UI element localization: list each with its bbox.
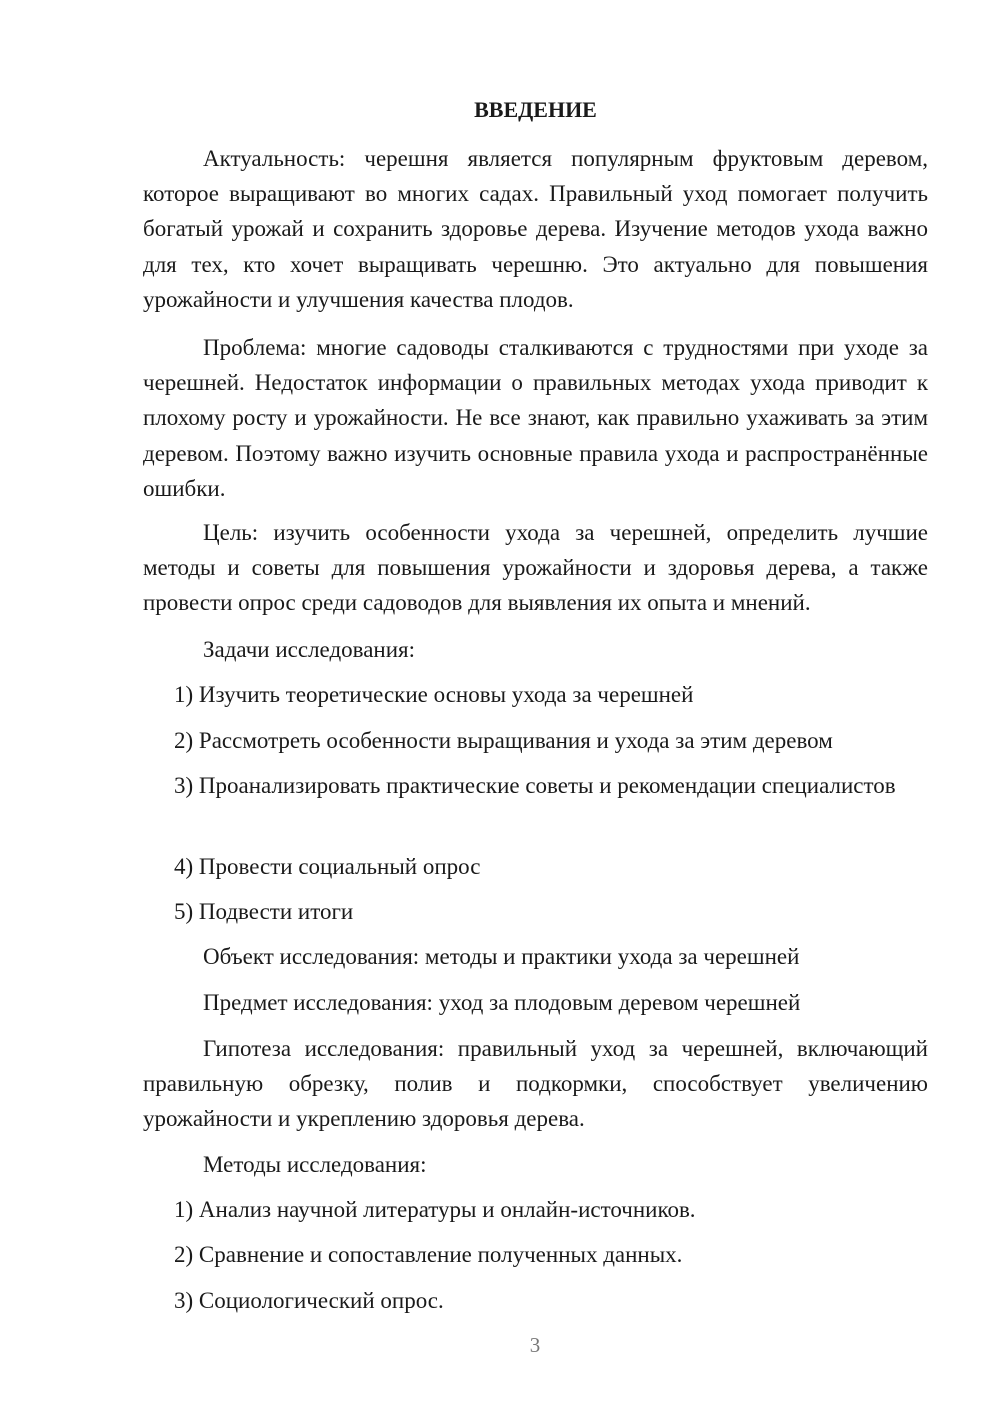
object-paragraph: Объект исследования: методы и практики ухода за черешней — [203, 944, 800, 969]
method-item-3: 3) Социологический опрос. — [174, 1288, 444, 1313]
task-item-3: 3) Проанализировать практические советы и рекомендации специалистов — [174, 773, 896, 798]
relevance-paragraph: Актуальность: черешня является популярным фруктовым деревом, которое выращивают во многих садах. Правильный уход помогает получить богатый урожай и сохранить здоровье дерева. Изучение методов ухода важно для тех, кто хочет выращивать черешню. Это актуально для повышения урожайности и улучшения качества плодов. — [143, 146, 928, 312]
section-title: ВВЕДЕНИЕ — [474, 97, 597, 122]
task-item-4: 4) Провести социальный опрос — [174, 854, 481, 879]
method-item-2: 2) Сравнение и сопоставление полученных данных. — [174, 1242, 683, 1267]
goal-paragraph: Цель: изучить особенности ухода за черешней, определить лучшие методы и советы для повышения урожайности и здоровья дерева, а также провести опрос среди садоводов для выявления их опыта и мнений. — [143, 520, 928, 616]
method-item-1: 1) Анализ научной литературы и онлайн-источников. — [174, 1197, 696, 1222]
subject-paragraph: Предмет исследования: уход за плодовым деревом черешней — [203, 990, 801, 1015]
methods-heading: Методы исследования: — [203, 1152, 427, 1177]
hypothesis-paragraph: Гипотеза исследования: правильный уход за черешней, включающий правильную обрезку, полив и подкормки, способствует увеличению урожайности и укреплению здоровья дерева. — [143, 1036, 928, 1132]
task-item-2: 2) Рассмотреть особенности выращивания и ухода за этим деревом — [174, 728, 833, 753]
problem-paragraph: Проблема: многие садоводы сталкиваются с трудностями при уходе за черешней. Недостаток информации о правильных методах ухода приводит к плохому росту и урожайности. Не все знают, как правильно ухаживать за этим деревом. Поэтому важно изучить основные правила ухода и распространённые ошибки. — [143, 335, 928, 501]
page-number: 3 — [529, 1333, 541, 1357]
task-item-5: 5) Подвести итоги — [174, 899, 354, 924]
task-item-1: 1) Изучить теоретические основы ухода за черешней — [174, 682, 694, 707]
tasks-heading: Задачи исследования: — [203, 637, 416, 662]
